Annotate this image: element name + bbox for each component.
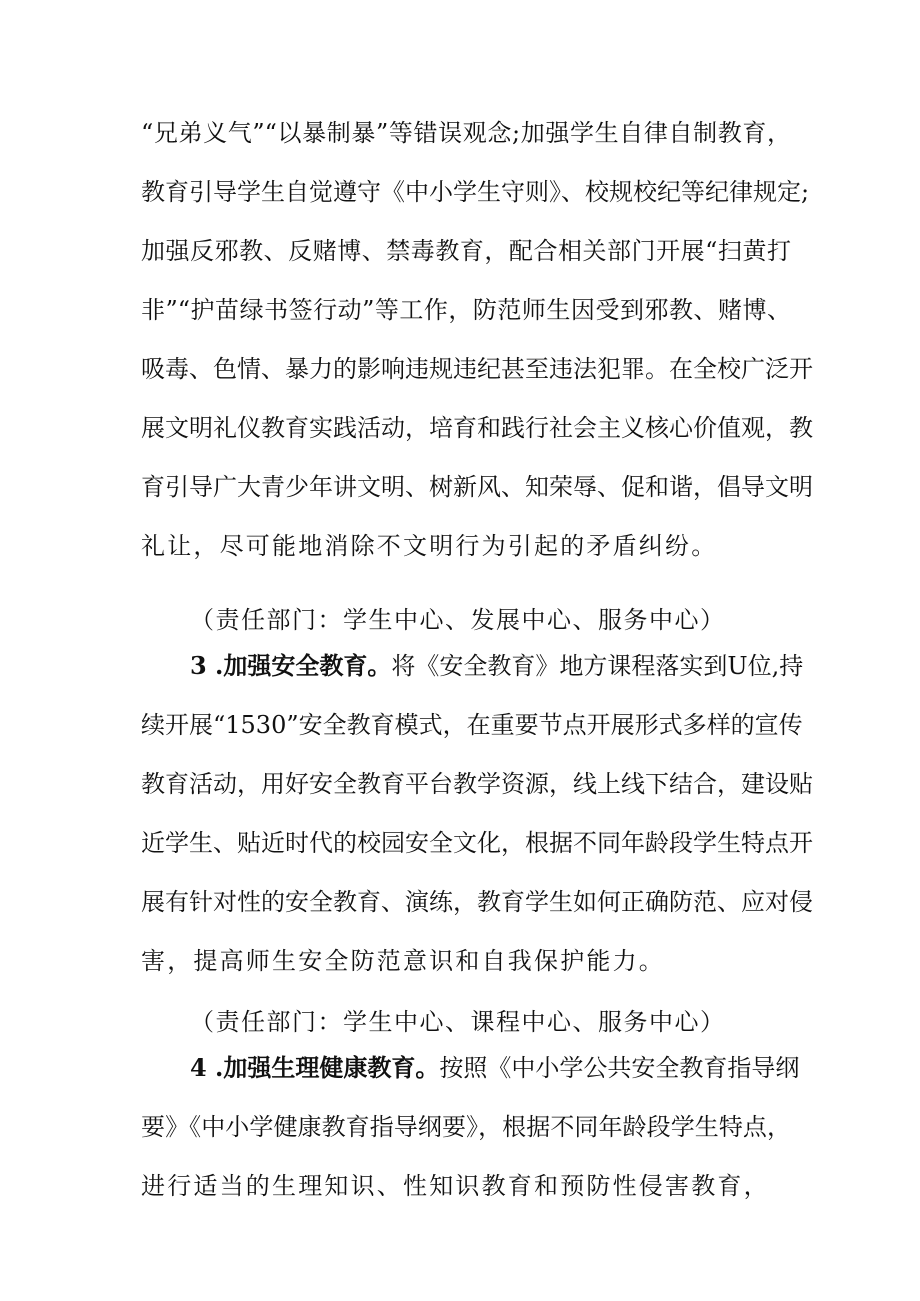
paragraph-line: 吸毒、色情、暴力的影响违规违纪甚至违法犯罪。在全校广泛开 [141, 355, 813, 383]
paragraph-line: 要》《中小学健康教育指导纲要》，根据不同年龄段学生特点， [141, 1113, 791, 1141]
paragraph-line: 害，提高师生安全防范意识和自我保护能力。 [141, 947, 665, 975]
section-3-heading: 3 .加强安全教育。 [190, 651, 392, 680]
responsibility-note: （责任部门：学生中心、发展中心、服务中心） [190, 606, 726, 634]
section-3-first-line-text: 将《安全教育》地方课程落实到U位,持 [391, 652, 804, 680]
section-3-first-line [190, 651, 804, 681]
section-4-heading: 4 .加强生理健康教育。 [190, 1053, 440, 1082]
section-4-first-line [190, 1053, 800, 1083]
paragraph-line: 进行适当的生理知识、性知识教育和预防性侵害教育， [141, 1172, 770, 1200]
paragraph-line: 礼让，尽可能地消除不文明行为引起的矛盾纠纷。 [141, 532, 718, 560]
paragraph-line: 教育引导学生自觉遵守《中小学生守则》、校规校纪等纪律规定; [141, 178, 810, 206]
paragraph-line: 教育活动，用好安全教育平台教学资源，线上线下结合，建设贴 [141, 770, 813, 798]
paragraph-line: 育引导广大青少年讲文明、树新风、知荣辱、促和谐，倡导文明 [141, 473, 813, 501]
paragraph-line: 近学生、贴近时代的校园安全文化，根据不同年龄段学生特点开 [141, 829, 813, 857]
paragraph-line: 加强反邪教、反赌博、禁毒教育，配合相关部门开展“扫黄打 [141, 237, 791, 265]
section-4-first-line-text: 按照《中小学公共安全教育指导纲 [439, 1054, 800, 1082]
responsibility-note: （责任部门：学生中心、课程中心、服务中心） [190, 1008, 726, 1036]
paragraph-line: “兄弟义气”“以暴制暴”等错误观念;加强学生自律自制教育， [141, 119, 791, 147]
paragraph-line: 续开展“1530”安全教育模式，在重要节点开展形式多样的宣传 [141, 711, 803, 739]
paragraph-line: 展有针对性的安全教育、演练，教育学生如何正确防范、应对侵 [141, 888, 813, 916]
paragraph-line: 展文明礼仪教育实践活动，培育和践行社会主义核心价值观，教 [141, 414, 813, 442]
paragraph-line: 非”“护苗绿书签行动”等工作，防范师生因受到邪教、赌博、 [141, 296, 791, 324]
